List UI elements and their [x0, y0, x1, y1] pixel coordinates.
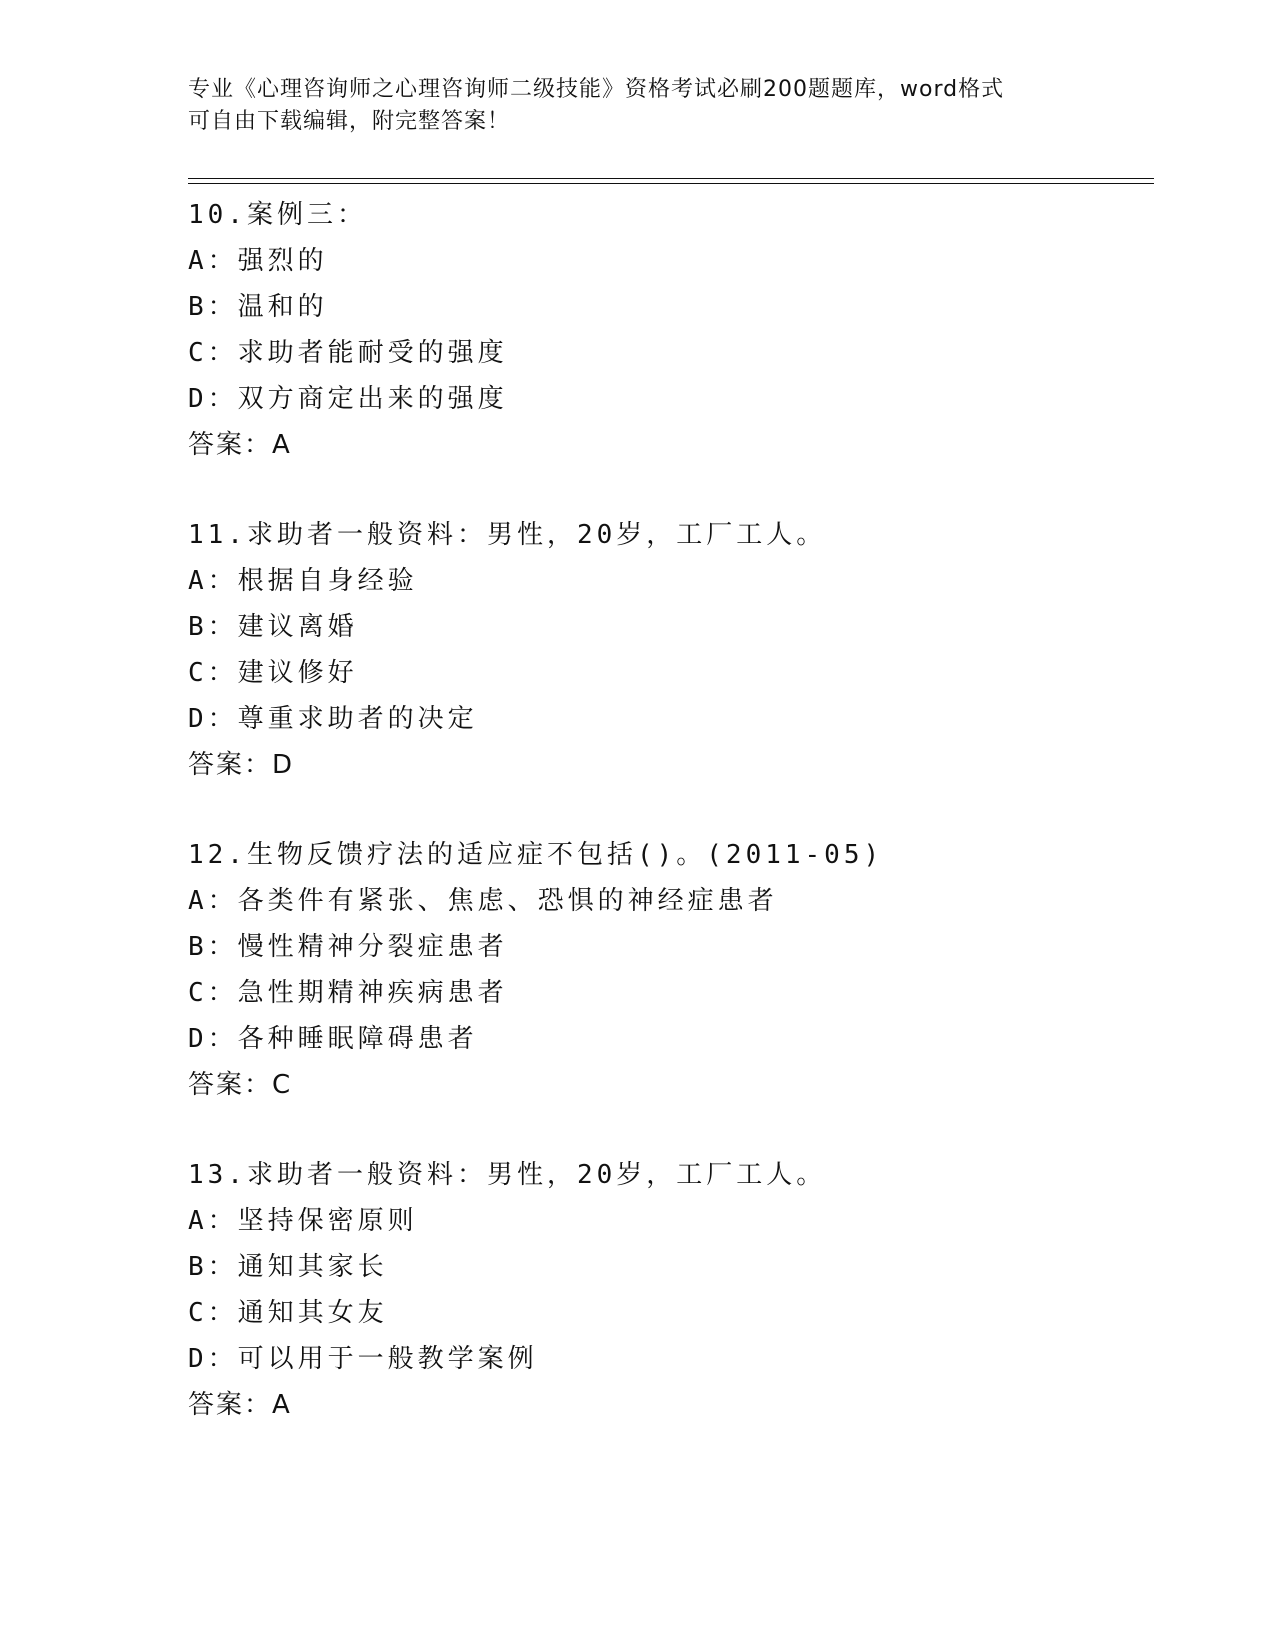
question-stem: 11.求助者一般资料：男性，20岁，工厂工人。 — [188, 520, 827, 550]
header-line-2: 可自由下载编辑，附完整答案！ — [188, 109, 511, 134]
question-stem: 10.案例三： — [188, 200, 367, 230]
option-b: B：温和的 — [188, 292, 328, 322]
option-c: C：通知其女友 — [188, 1298, 388, 1328]
question-stem: 12.生物反馈疗法的适应症不包括()。(2011-05) — [188, 840, 884, 870]
question-10 — [188, 192, 1148, 468]
answer-line: 答案：C — [188, 1070, 293, 1100]
option-c: C：急性期精神疾病患者 — [188, 978, 508, 1008]
option-a: A：各类件有紧张、焦虑、恐惧的神经症患者 — [188, 886, 778, 916]
answer-line: 答案：D — [188, 750, 295, 780]
option-c: C：建议修好 — [188, 658, 358, 688]
option-d: D：可以用于一般教学案例 — [188, 1344, 538, 1374]
answer-line: 答案：A — [188, 1390, 292, 1420]
option-d: D：尊重求助者的决定 — [188, 704, 478, 734]
header-divider — [188, 178, 1154, 184]
question-11 — [188, 512, 1148, 788]
option-b: B：慢性精神分裂症患者 — [188, 932, 508, 962]
document-header — [188, 74, 1088, 138]
question-13 — [188, 1152, 1148, 1428]
option-a: A：强烈的 — [188, 246, 328, 276]
option-c: C：求助者能耐受的强度 — [188, 338, 508, 368]
answer-line: 答案：A — [188, 430, 292, 460]
option-d: D：双方商定出来的强度 — [188, 384, 508, 414]
option-d: D：各种睡眠障碍患者 — [188, 1024, 478, 1054]
option-a: A：根据自身经验 — [188, 566, 418, 596]
question-list — [188, 192, 1148, 1472]
option-b: B：建议离婚 — [188, 612, 358, 642]
question-12 — [188, 832, 1148, 1108]
option-b: B：通知其家长 — [188, 1252, 388, 1282]
question-stem: 13.求助者一般资料：男性，20岁，工厂工人。 — [188, 1160, 827, 1190]
header-line-1: 专业《心理咨询师之心理咨询师二级技能》资格考试必刷200题题库，word格式 — [188, 77, 1005, 102]
option-a: A：坚持保密原则 — [188, 1206, 418, 1236]
